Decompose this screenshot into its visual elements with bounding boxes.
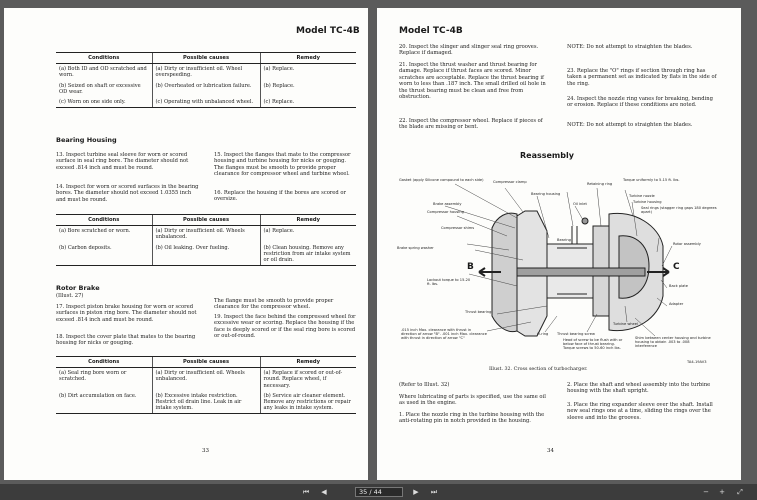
table-cell: (a) Replace. xyxy=(260,226,356,243)
zoom-out-button[interactable]: − xyxy=(703,488,709,496)
paragraph-step-2: 2. Place the shaft and wheel assembly into the turbine housing with the shaft upright. xyxy=(567,382,711,395)
viewer-toolbar xyxy=(0,484,757,500)
table-cell: (a) Replace if scored or out-of-round. Replace wheel, if necessary. xyxy=(260,368,356,391)
paragraph-14: 14. Inspect for worn or scored surfaces in the bearing bores. The diameter should not exceed 1.0355 inch and must be round. xyxy=(56,184,199,203)
paragraph-23: 23. Replace the "O" rings if section through ring has taken a permanent set as indicated by flats in the side of the ring. xyxy=(567,68,717,87)
zoom-in-button[interactable]: + xyxy=(719,488,725,496)
table-cell: (a) Dirty or insufficient oil. Wheels unbalanced. xyxy=(152,368,260,391)
table-cell: (a) Dirty or insufficient oil. Wheel overspeeding. xyxy=(152,64,260,81)
paragraph-19: 19. Inspect the face behind the compressed wheel for excessive wear or scoring. Replace the housing if the face is deeply scored or if the seal ring bore is scored or out-of-round. xyxy=(214,314,356,340)
diagram-label: Turbine nozzle xyxy=(629,194,655,198)
total-pages-label: / 44 xyxy=(369,488,382,496)
diagram-label: Compressor housing xyxy=(427,210,464,214)
diagram-label: Compressor clamp xyxy=(493,180,527,184)
note-2: NOTE: Do not attempt to straighten the blades. xyxy=(567,122,693,128)
table-header: Possible causes xyxy=(152,357,260,368)
diagram-label: Brake spring washer xyxy=(397,246,434,250)
diagram-label: Adapter xyxy=(669,302,684,306)
table-header: Conditions xyxy=(56,357,152,368)
previous-page-button[interactable]: ◀ xyxy=(321,488,327,496)
note-1: NOTE: Do not attempt to straighten the blades. xyxy=(567,44,693,50)
table-cell: (b) Dirt accumulation on face. xyxy=(56,391,152,414)
page-number-input[interactable] xyxy=(355,487,403,497)
section-heading-reassembly: Reassembly xyxy=(520,151,574,160)
table-cell: (b) Oil leaking. Over fueling. xyxy=(152,243,260,266)
diagram-label: Oil inlet xyxy=(573,202,587,206)
diagram-label: Thrust bearing screw xyxy=(557,332,595,336)
table-cell: (c) Operating with unbalanced wheel. xyxy=(152,97,260,108)
table-cell: (b) Carbon deposits. xyxy=(56,243,152,266)
first-page-button[interactable]: ⏮ xyxy=(302,488,310,496)
diagram-label: Turbine housing xyxy=(633,200,662,204)
table-cell: (b) Replace. xyxy=(260,81,356,97)
table-row xyxy=(56,226,356,243)
illustration-reference: (Refer to Illust. 32) xyxy=(399,382,450,388)
section-heading-bearing-housing: Bearing Housing xyxy=(56,136,117,144)
table-cell: (a) Bore scratched or worn. xyxy=(59,228,131,235)
page-number: 34 xyxy=(547,448,554,454)
table-row xyxy=(56,391,356,414)
diagram-label: Rotor assembly xyxy=(673,242,701,246)
table-cell: (c) Replace. xyxy=(260,97,356,108)
paragraph-step-3: 3. Place the ring expander sleeve over the shaft. Install new seal rings one at a time, sliding the rings over the sleeve and into the grooves. xyxy=(567,402,713,421)
table-header: Remedy xyxy=(260,215,356,226)
diagram-label: Thrust bearing xyxy=(465,310,492,314)
diagram-label: Turbine wheel xyxy=(613,322,638,326)
page-model-title: Model TC-4B xyxy=(399,26,463,36)
paragraph-18: 18. Inspect the cover plate that mates to the bearing housing for nicks or gouging. xyxy=(56,334,196,347)
table-header: Remedy xyxy=(260,357,356,368)
table-row xyxy=(56,64,356,81)
diagram-label: Head of screw to be flush with or below face of thrust bearing. Torque screws to 50-60 inch lbs. xyxy=(563,338,623,350)
diagram-label: Torque uniformly to 5-15 ft. lbs. xyxy=(623,178,680,182)
turbocharger-cross-section-diagram xyxy=(397,166,727,366)
diagram-label: Shim between center housing and turbine housing to obtain .003 to .008 interference xyxy=(635,336,711,348)
paragraph-21: 21. Inspect the thrust washer and thrust bearing for damage. Replace if thrust faces are scored. Minor scratches are acceptable. Replace the thrust bearing if worn to less than .187 inch. The small drilled oil hole in the thrust bearing must be clean and free from obstruction. xyxy=(399,62,546,101)
paragraph-22: 22. Inspect the compressor wheel. Replace if pieces of the blade are missing or bent. xyxy=(399,118,543,131)
table-header: Possible causes xyxy=(152,215,260,226)
table-cell: (b) Seized on shaft or excessive OD wear. xyxy=(59,82,141,95)
paragraph-24: 24. Inspect the nozzle ring vanes for breaking, bending or erosion. Replace if these conditions are noted. xyxy=(567,96,713,109)
paragraph-15: 15. Inspect the flanges that mate to the compressor housing and turbine housing for nicks or gouging. The flanges must be smooth to provide proper clearance for compressor wheel and turbine wheel. xyxy=(214,152,351,178)
diagram-arrow-c: C xyxy=(673,262,680,272)
table-cell: (b) Excessive intake restriction. Restrict oil drain line. Leak in air intake system. xyxy=(152,391,260,414)
table-row xyxy=(56,97,356,108)
paragraph-16: 16. Replace the housing if the bores are scored or oversize. xyxy=(214,190,346,203)
table-cell: (b) Clean housing. Remove any restriction from air intake system or oil drain. xyxy=(260,243,356,266)
diagram-label: TA4-19AV3 xyxy=(687,360,707,364)
troubleshoot-table-rotor xyxy=(56,356,356,414)
illustration-reference: (Illust. 27) xyxy=(56,293,84,299)
table-header: Possible causes xyxy=(152,53,260,64)
table-row xyxy=(56,368,356,391)
table-cell: (b) Overheated or lubrication failure. xyxy=(152,81,260,97)
table-cell: (a) Both ID and OD scratched and worn. xyxy=(59,66,147,79)
diagram-caption: Illust. 32. Cross section of turbocharger. xyxy=(489,367,588,372)
table-header: Conditions xyxy=(56,53,152,64)
page-model-title: Model TC-4B xyxy=(296,26,360,36)
table-cell: (a) Dirty or insufficient oil. Wheels unbalanced. xyxy=(152,226,260,243)
diagram-label: O-ring xyxy=(537,332,549,336)
next-page-button[interactable]: ▶ xyxy=(413,488,419,496)
paragraph-13: 13. Inspect turbine seal sleeve for worn or scored surface in seal ring bore. The diameter should not exceed .814 inch and must be round. xyxy=(56,152,189,171)
table-cell: (c) Worn on one side only. xyxy=(56,97,152,108)
paragraph-step-1: 1. Place the nozzle ring in the turbine housing with the anti-rotating pin in notch provided in the housing. xyxy=(399,412,545,425)
paragraph-lubrication: Where lubricating of parts is specified, use the same oil as used in the engine. xyxy=(399,394,546,407)
table-cell: (a) Replace. xyxy=(260,64,356,81)
fit-page-icon[interactable]: ⤢ xyxy=(737,488,743,496)
table-header: Remedy xyxy=(260,53,356,64)
paragraph-17: 17. Inspect piston brake housing for worn or scored surfaces in piston ring bore. The diameter should not exceed .814 inch and must be round. xyxy=(56,304,197,323)
table-row xyxy=(56,243,356,266)
diagram-label: Bearing housing xyxy=(531,192,561,196)
document-page-33 xyxy=(4,8,368,480)
diagram-label: Bearing xyxy=(557,238,571,242)
diagram-label: Seal rings (stagger ring gaps 180 degrees apart) xyxy=(641,206,717,214)
section-heading-rotor-brake: Rotor Brake xyxy=(56,284,100,292)
troubleshoot-table-seal xyxy=(56,52,356,108)
diagram-label: Retaining ring xyxy=(587,182,613,186)
diagram-label: Back plate xyxy=(669,284,688,288)
troubleshoot-table-bearing xyxy=(56,214,356,266)
last-page-button[interactable]: ⏭ xyxy=(430,488,438,496)
diagram-label: Gasket (apply Silicone compound to each side) xyxy=(399,178,484,182)
diagram-label: Compressor shims xyxy=(441,226,475,230)
page-number: 33 xyxy=(202,448,209,454)
diagram-arrow-b: B xyxy=(467,262,474,272)
paragraph-flange: The flange must be smooth to provide proper clearance for the compressor wheel. xyxy=(214,298,334,311)
diagram-label: Lockout torque to 15-20 ft. lbs. xyxy=(427,278,471,286)
table-header: Conditions xyxy=(56,215,152,226)
current-page-value: 35 xyxy=(359,488,368,496)
document-page-34 xyxy=(377,8,741,480)
diagram-label: .015 inch Max. clearance with thrust in direction of arrow "B". .001 inch Max. clearance with thrust in direction of arrow "C" xyxy=(401,328,487,340)
table-cell: (b) Service air cleaner element. Remove any restrictions or repair any leaks in intake system. xyxy=(260,391,356,414)
table-cell: (a) Seal ring bore worn or scratched. xyxy=(59,370,127,383)
diagram-label: Brake assembly xyxy=(433,202,462,206)
table-row xyxy=(56,81,356,97)
paragraph-20: 20. Inspect the slinger and slinger seal ring grooves. Replace if damaged. xyxy=(399,44,539,57)
